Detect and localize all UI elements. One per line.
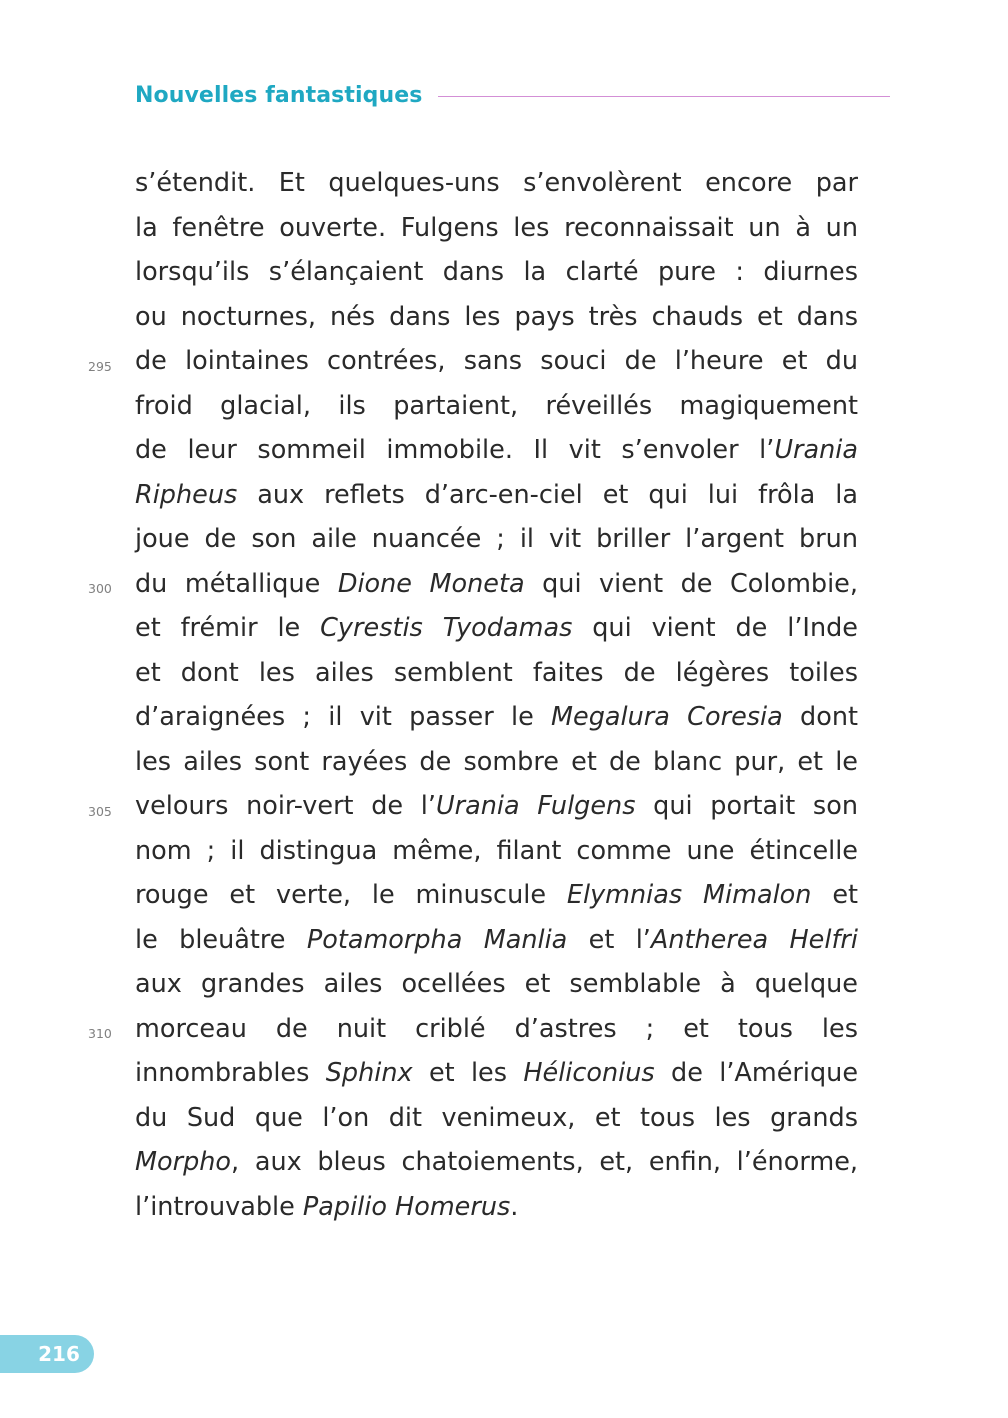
text-segment: d’araignées ; il vit passer le [135,702,552,732]
text-segment: innombrables [135,1058,326,1088]
italic-species-name: Elymnias Mimalon [566,880,812,910]
header-rule [438,96,890,97]
line-number-310: 310 [88,1026,112,1041]
text-line [135,740,858,785]
text-line [135,562,858,607]
text-segment: morceau de nuit criblé d’astres ; et tous les [135,1013,858,1044]
text-line [135,1096,858,1141]
text-segment: la fenêtre ouverte. Fulgens les reconnaissait un à un [135,212,858,243]
text-segment: ou nocturnes, nés dans les pays très chauds et dans [135,301,858,332]
text-segment: l’introuvable [135,1191,303,1222]
text-segment: . [510,1191,519,1222]
text-segment: de l’Amérique [654,1058,859,1088]
text-line [135,651,858,696]
italic-species-name: Sphinx [325,1058,413,1088]
italic-species-name: Dione Moneta [337,568,525,599]
text-segment: , aux bleus chatoiements, et, enfin, l’énorme, [231,1147,858,1177]
text-segment: le bleuâtre [135,924,307,955]
text-line [135,384,858,429]
text-line [135,695,858,740]
text-segment: les ailes sont rayées de sombre et de blanc pur, et le [135,746,858,777]
text-line [135,1185,858,1230]
italic-species-name: Cyrestis Tyodamas [320,613,573,643]
text-segment: aux grandes ailes ocellées et semblable à quelque [135,969,858,999]
text-line [135,428,858,473]
text-line [135,829,858,874]
italic-species-name: Morpho [135,1147,232,1177]
italic-species-name: Urania [774,435,858,465]
text-segment: dont [782,702,858,732]
text-segment: nom ; il distingua même, filant comme une étincelle [135,835,858,866]
text-line [135,918,858,963]
italic-species-name: Héliconius [523,1058,655,1088]
text-segment: et dont les ailes semblent faites de légères toiles [135,657,858,688]
text-line [135,784,858,829]
text-line [135,873,858,918]
text-segment: et frémir le [135,613,321,643]
text-line [135,473,858,518]
text-line [135,295,858,340]
text-line [135,1007,858,1052]
text-line [135,1051,858,1096]
line-number-295: 295 [88,359,112,374]
text-segment: rouge et verte, le minuscule [135,880,567,910]
text-line [135,206,858,251]
running-header [135,78,890,112]
text-segment: de leur sommeil immobile. Il vit s’envoler l’ [135,435,775,465]
text-line [135,606,858,651]
text-segment: lorsqu’ils s’élançaient dans la clarté pure : diurnes [135,257,858,287]
text-segment: velours noir-vert de l’ [135,791,436,821]
text-segment: qui vient de l’Inde [572,613,858,643]
italic-species-name: Megalura Coresia [551,702,783,732]
text-line [135,250,858,295]
text-segment: qui portait son [635,791,858,821]
italic-species-name: Ripheus [135,479,238,510]
text-segment: et les [412,1058,524,1088]
italic-species-name: Potamorpha Manlia [306,924,568,955]
italic-species-name: Urania Fulgens [435,791,636,821]
body-text [135,161,858,1229]
text-segment: qui vient de Colombie, [524,568,858,599]
text-segment: et l’ [567,924,651,955]
italic-species-name: Antherea Helfri [650,924,858,955]
line-number-300: 300 [88,581,112,596]
italic-species-name: Papilio Homerus [302,1191,511,1222]
text-segment: et [811,880,859,910]
line-number-305: 305 [88,804,112,819]
text-segment: du métallique [135,568,338,599]
text-segment: joue de son aile nuancée ; il vit briller l’argent brun [135,524,858,554]
running-header-title: Nouvelles fantastiques [135,82,423,108]
text-segment: de lointaines contrées, sans souci de l’heure et du [135,346,858,376]
text-segment: aux reflets d’arc-en-ciel et qui lui frôla la [237,479,858,510]
text-line [135,517,858,562]
text-line [135,339,858,384]
text-line [135,161,858,206]
text-line [135,1140,858,1185]
text-line [135,962,858,1007]
text-segment: s’étendit. Et quelques-uns s’envolèrent encore par [135,168,858,198]
page-number: 216 [0,1335,94,1373]
text-segment: du Sud que l’on dit venimeux, et tous les grands [135,1102,858,1133]
text-segment: froid glacial, ils partaient, réveillés magiquement [135,390,858,421]
